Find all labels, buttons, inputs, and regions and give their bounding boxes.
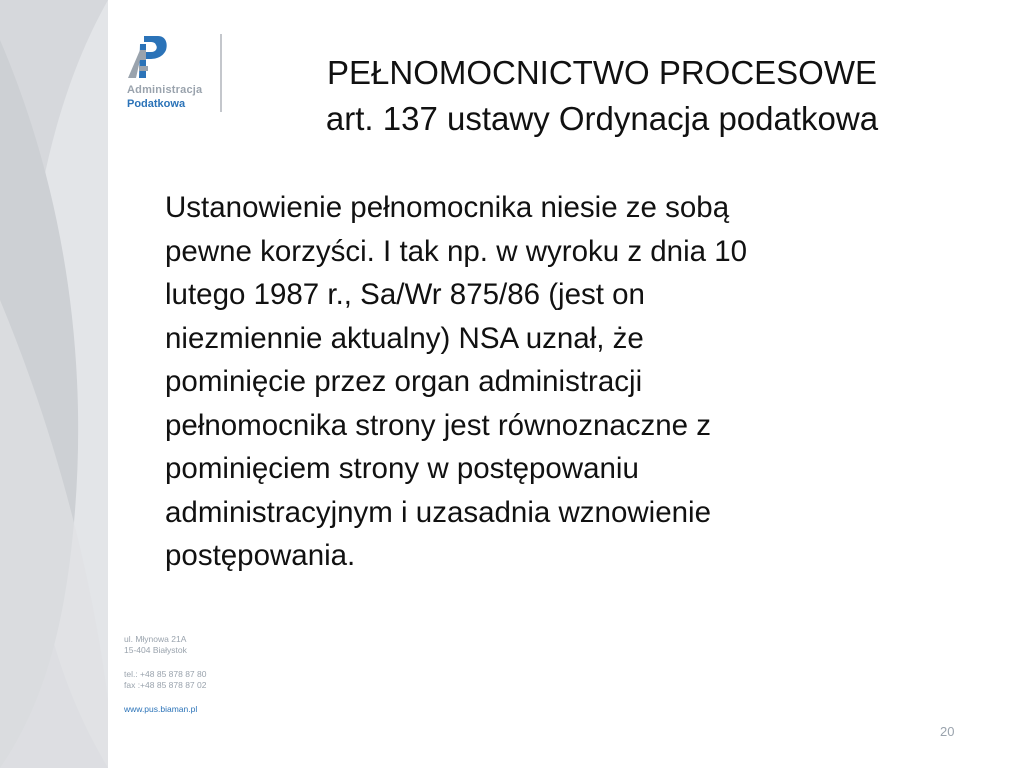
body-line: pominięcie przez organ administracji xyxy=(165,365,643,398)
footer-spacer xyxy=(124,656,206,669)
body-line: lutego 1987 r., Sa/Wr 875/86 (jest on xyxy=(165,278,645,311)
logo-divider xyxy=(220,34,222,112)
body-line: administracyjnym i uzasadnia wznowienie xyxy=(165,495,711,529)
body-line: pominięciem strony w postępowaniu xyxy=(165,452,639,485)
body-line: pełnomocnika strony jest równoznaczne z xyxy=(165,408,712,442)
footer-phone: tel.: +48 85 878 87 80 xyxy=(124,669,207,679)
body-line: Ustanowienie pełnomocnika niesie ze sobą xyxy=(165,191,730,224)
slide-subtitle-line: art. 137 ustawy Ordynacja podatkowa xyxy=(325,100,879,137)
footer-street: ul. Młynowa 21A xyxy=(124,634,187,644)
body-line: postępowania. xyxy=(165,539,356,572)
ap-logo-mark-icon xyxy=(126,34,168,82)
body-line: niezmiennie aktualny) NSA uznał, że xyxy=(165,321,644,355)
administracja-podatkowa-logo xyxy=(124,34,224,118)
footer-city: 15-404 Białystok xyxy=(124,645,187,655)
footer-website-link[interactable]: www.pus.biaman.pl xyxy=(124,704,198,714)
body-line: pewne korzyści. I tak np. w wyroku z dnia 10 xyxy=(165,234,748,268)
slide-page-number: 20 xyxy=(940,724,955,739)
logo-text-administracja: Administracja xyxy=(127,84,203,96)
contact-footer xyxy=(124,634,206,715)
band-curves-graphic xyxy=(0,0,108,768)
logo-text-podatkowa: Podatkowa xyxy=(127,98,186,110)
slide-body-paragraph xyxy=(165,186,965,578)
footer-fax: fax :+48 85 878 87 02 xyxy=(124,680,207,690)
decorative-side-band xyxy=(0,0,108,768)
slide-title-line: PEŁNOMOCNICTWO PROCESOWE xyxy=(326,54,878,91)
footer-spacer xyxy=(124,691,206,704)
slide-title xyxy=(252,50,952,142)
